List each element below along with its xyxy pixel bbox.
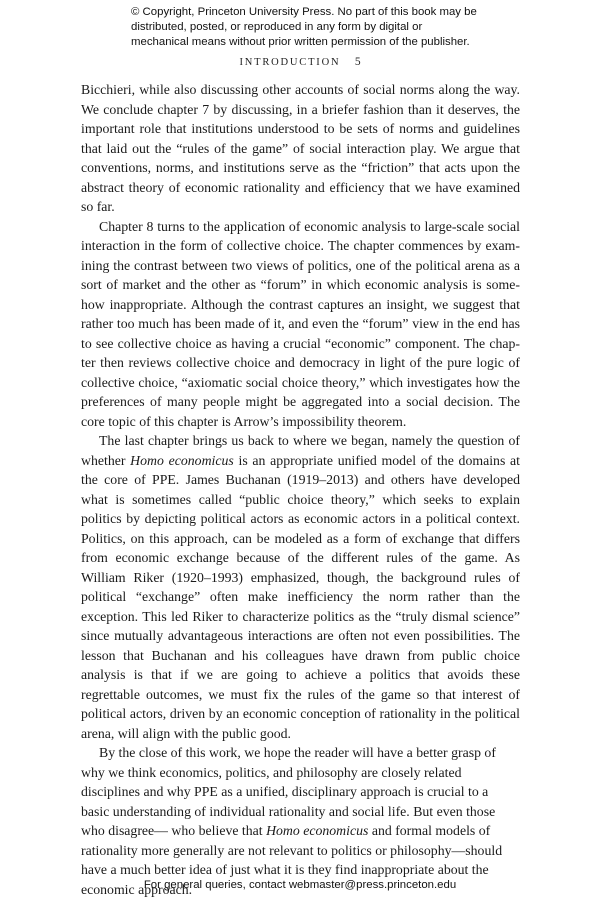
italic-term: Homo economicus xyxy=(130,452,234,468)
italic-term: Homo economicus xyxy=(266,823,369,838)
paragraph-segment: Chapter 8 turns to the application of economic analysis to large-scale social interaction in the form of collective choice. The chapter commences by examining the contrast between two views of politics, one of the political arena as a sort of market and the other as “forum” in which economic analysis is somehow inappropriate. Although the contrast captures an insight, we suggest that rather too much has been made of it, and even the “forum” view in the end has to see collective choice as having a crucial “economic” component. The chapter then reviews collective choice and democracy in light of the pure logic of collective choice, “axiomatic social choice theory,” which investigates how the preferences of many people might be aggregated into a social decision. The core topic of this chapter is Arrow’s impossibility theorem. xyxy=(81,218,520,429)
footer-contact: For general queries, contact webmaster@press.princeton.edu xyxy=(143,879,457,891)
paragraph-2 xyxy=(81,217,520,432)
paragraph-1 xyxy=(81,80,520,217)
paragraph-segment: The last chapter brings us back to where we began, namely the question of whether xyxy=(81,433,520,468)
running-head xyxy=(0,56,600,68)
paragraph-segment: is an appropriate unified model of the domains at the core of PPE. James Buchanan (1919–2013) and others have developed what is sometimes called “public choice theory,” which seeks to explain politics by depicting political actors as economic actors in a political context. Politics, on this approach, can be modeled as a form of exchange that differs from economic exchange because of the different rules of the game. As William Riker (1920–1993) emphasized, though, the background rules of political “exchange” often make inefficiency the norm rather than the exception. This led Riker to characterize politics as the “truly dismal science” since mutually advantageous interactions are often not even possibilities. The lesson that Buchanan and his colleagues have drawn from public choice analysis is that if we are going to achieve a politics that avoids these regrettable outcomes, we must fix the rules of the game so that interest of political actors, driven by an economic conception of rationality in the political arena, will align with the public good. xyxy=(81,452,520,741)
paragraph-segment: Bicchieri, while also discussing other accounts of social norms along the way. We conclude chapter 7 by discussing, in a briefer fashion than it deserves, the important role that institutions understood to be sets of norms and guidelines that laid out the “rules of the game” of social interaction play. We argue that conventions, norms, and institutions serve as the “friction” that acts upon the abstract theory of economic rationality and efficiency that we have examined so far. xyxy=(81,82,520,214)
paragraph-segment: By the close of this work, we hope the reader will have a better grasp of why we think economics, politics, and philosophy are closely related disciplines and why PPE as a unified, disciplinary approach is crucial to a basic understanding of individual rationality and social life. But even those who disagree— who believe that xyxy=(81,745,496,838)
paragraph-4 xyxy=(81,743,520,899)
body-text xyxy=(81,80,520,899)
paragraph-segment: and formal models of rationality more generally are not relevant to politics or philosophy—should have a much better idea of just what it is they find inappropriate about the economic approach. xyxy=(81,823,503,897)
paragraph-3 xyxy=(81,431,520,743)
page-number: 5 xyxy=(354,56,361,68)
copyright-notice: © Copyright, Princeton University Press. No part of this book may be distributed, posted, or reproduced in any form by digital or mechanical means without prior written permission of the publisher. xyxy=(131,6,477,48)
running-head-title: INTRODUCTION xyxy=(239,57,341,68)
